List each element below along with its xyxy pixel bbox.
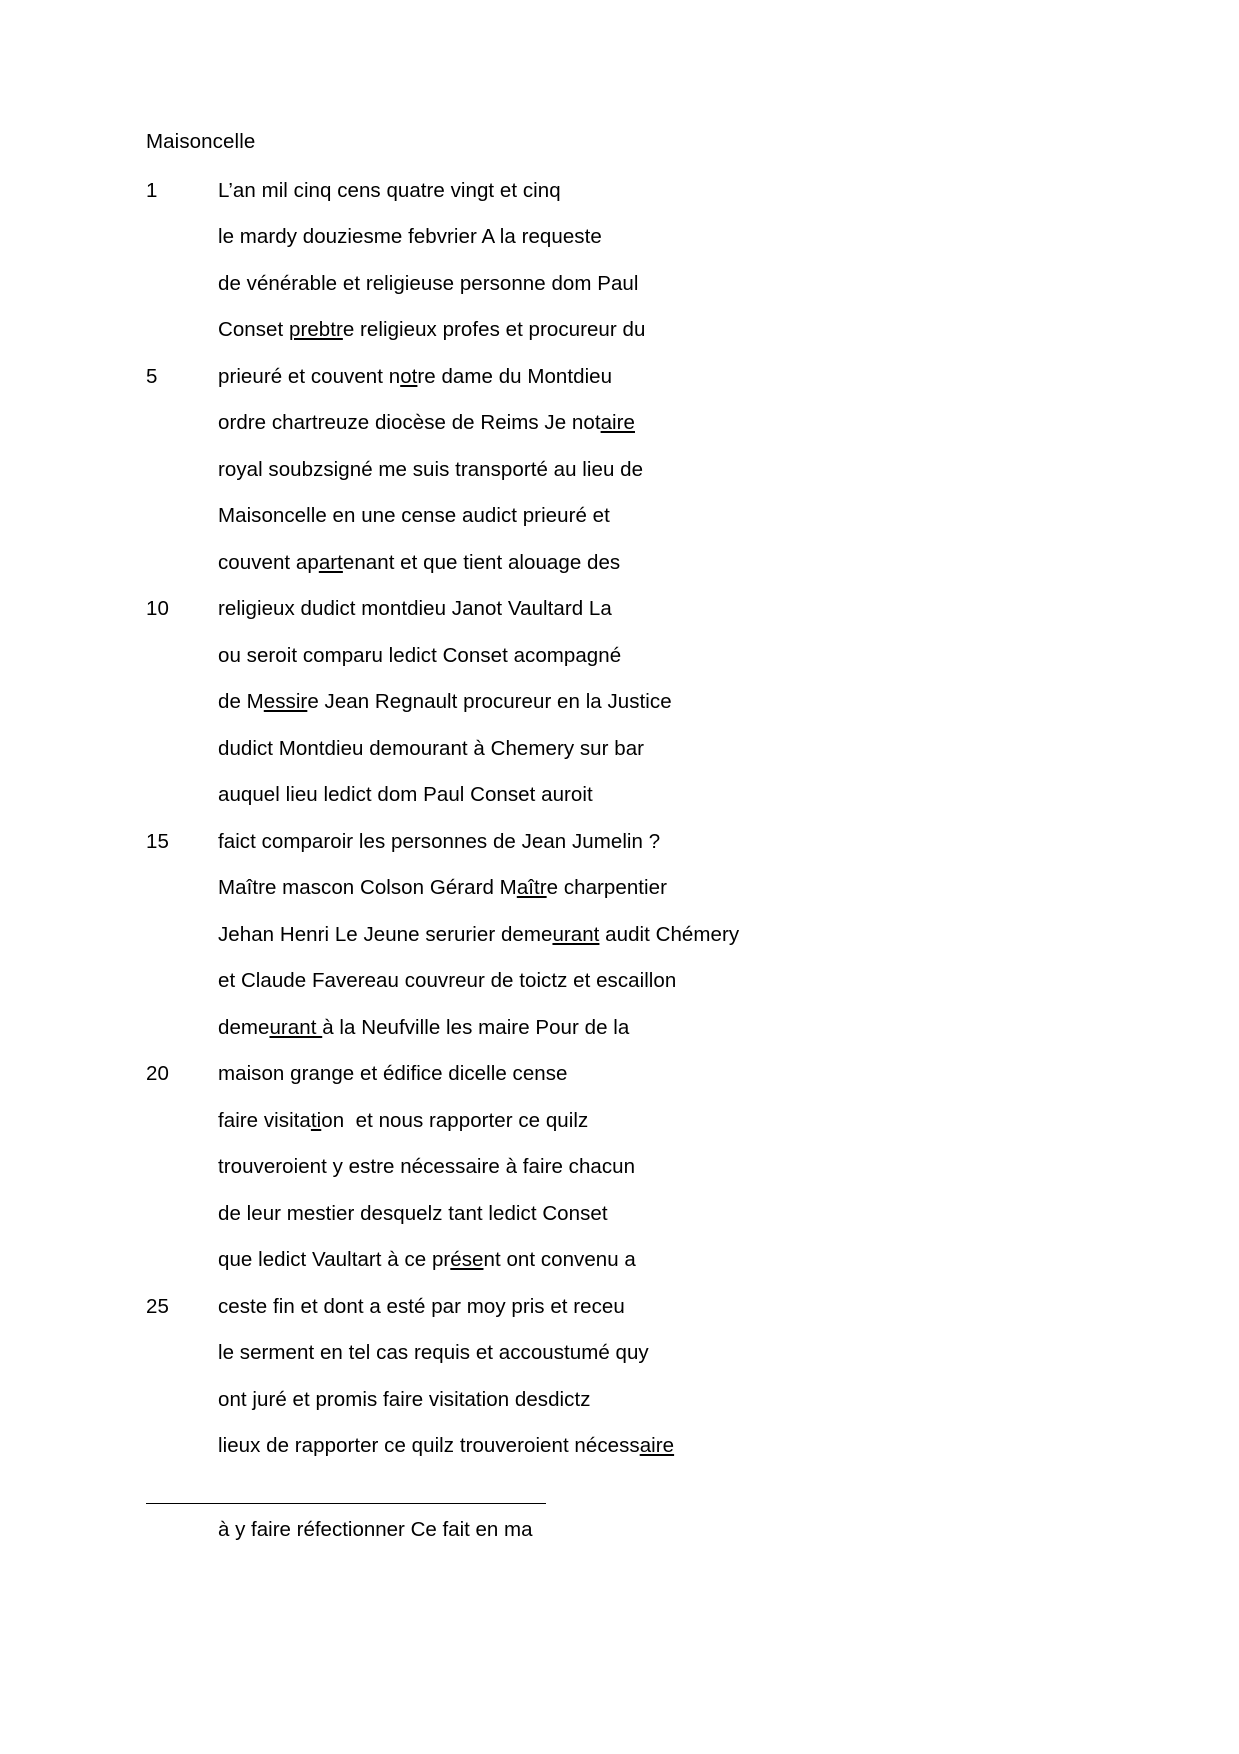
plain-text: que ledict Vaultart à ce pr	[218, 1248, 451, 1271]
underlined-text: aire	[639, 1434, 675, 1457]
plain-text: religieux dudict montdieu Janot Vaultard La	[218, 597, 612, 620]
plain-text: ordre chartreuze diocèse de Reims Je not	[218, 411, 601, 434]
line-text	[218, 458, 1099, 482]
plain-text: Jehan Henri Le Jeune serurier deme	[218, 922, 553, 946]
line-text	[218, 1016, 1099, 1040]
line-text	[218, 969, 1099, 993]
plain-text: audit Chémery	[599, 922, 740, 946]
plain-text: de vénérable et religieuse personne dom Paul	[218, 271, 639, 295]
line-text	[218, 225, 1099, 249]
transcription-line	[146, 690, 1099, 737]
line-text	[218, 690, 1099, 714]
line-text	[218, 923, 1099, 947]
plain-text: enant et que tient alouage des	[342, 550, 621, 574]
line-text	[218, 411, 1099, 435]
line-text	[218, 1295, 1099, 1319]
underlined-text: ti	[310, 1108, 322, 1132]
line-text	[218, 1155, 1099, 1179]
line-text	[218, 1341, 1099, 1365]
transcription-line	[146, 504, 1099, 551]
plain-text: couvent ap	[218, 550, 319, 574]
transcription-line	[146, 225, 1099, 272]
line-text	[218, 1202, 1099, 1226]
plain-text: deme	[218, 1015, 270, 1039]
plain-text: e Jean Regnault procureur en la Justice	[307, 690, 672, 713]
underlined-text: ot	[400, 364, 418, 388]
line-number: 20	[146, 1062, 169, 1085]
transcription-line	[146, 737, 1099, 784]
transcription-line	[146, 1248, 1099, 1295]
line-number: 15	[146, 829, 169, 853]
transcription-line	[146, 876, 1099, 923]
line-text	[218, 876, 1099, 900]
plain-text: le mardy douziesme febvrier A la requeste	[218, 225, 602, 248]
transcription-line	[146, 411, 1099, 458]
underlined-text: essir	[263, 690, 308, 713]
line-text	[218, 272, 1099, 296]
transcription-line	[146, 551, 1099, 598]
footer-line	[146, 1518, 1099, 1560]
underlined-text: urant	[269, 1015, 323, 1039]
line-text	[218, 318, 1099, 342]
plain-text: maison grange et édifice dicelle cense	[218, 1062, 568, 1085]
plain-text: Conset	[218, 318, 289, 341]
transcription-line	[146, 365, 1099, 412]
transcription-line	[146, 1016, 1099, 1063]
line-text	[218, 597, 1099, 621]
plain-text: et Claude Favereau couvreur de toictz et escaillon	[218, 969, 677, 992]
footer-line-text: à y faire réfectionner Ce fait en ma	[218, 1517, 533, 1541]
plain-text: on et nous rapporter ce quilz	[321, 1108, 589, 1132]
plain-text: à la Neufville les maire Pour de la	[322, 1015, 630, 1039]
transcription-lines	[146, 179, 1099, 1481]
plain-text: faire visita	[218, 1108, 311, 1132]
plain-text: royal soubzsigné me suis transporté au lieu de	[218, 457, 644, 481]
plain-text: ceste fin et dont a esté par moy pris et receu	[218, 1294, 625, 1318]
plain-text: faict comparoir les personnes de Jean Jumelin ?	[218, 829, 661, 853]
underlined-text: aîtr	[516, 876, 547, 899]
line-text	[218, 1109, 1099, 1133]
transcription-line	[146, 969, 1099, 1016]
plain-text: le serment en tel cas requis et accoustumé quy	[218, 1341, 649, 1364]
transcription-line	[146, 1341, 1099, 1388]
line-number: 5	[146, 364, 158, 388]
transcription-line	[146, 644, 1099, 691]
transcription-line	[146, 1202, 1099, 1249]
plain-text: Maisoncelle en une cense audict prieuré et	[218, 504, 610, 527]
line-text	[218, 830, 1099, 854]
line-text	[218, 737, 1099, 761]
line-text	[218, 504, 1099, 528]
transcription-line	[146, 1062, 1099, 1109]
transcription-line	[146, 1295, 1099, 1342]
transcription-line	[146, 923, 1099, 970]
transcription-line	[146, 1109, 1099, 1156]
page-title: Maisoncelle	[146, 130, 256, 153]
underlined-text: art	[318, 550, 343, 574]
underlined-text: ése	[450, 1248, 484, 1271]
line-text	[218, 644, 1099, 668]
line-text	[218, 1062, 1099, 1086]
line-text	[218, 783, 1099, 807]
line-number: 1	[146, 178, 158, 202]
plain-text: prieuré et couvent n	[218, 364, 401, 388]
underlined-text: urant	[552, 922, 600, 946]
horizontal-rule-container	[146, 1503, 1099, 1504]
plain-text: auquel lieu ledict dom Paul Conset auroit	[218, 783, 593, 806]
line-text	[218, 551, 1099, 575]
underlined-text: aire	[600, 411, 635, 434]
plain-text: de leur mestier desquelz tant ledict Conset	[218, 1201, 608, 1225]
plain-text: dudict Montdieu demourant à Chemery sur bar	[218, 736, 645, 760]
plain-text: ont juré et promis faire visitation desdictz	[218, 1387, 591, 1411]
plain-text: e religieux profes et procureur du	[342, 318, 646, 341]
transcription-line	[146, 1388, 1099, 1435]
plain-text: lieux de rapporter ce quilz trouveroient nécess	[218, 1434, 640, 1457]
transcription-line	[146, 179, 1099, 226]
line-text	[218, 1248, 1099, 1272]
underlined-text: prebtr	[289, 318, 343, 341]
plain-text: trouveroient y estre nécessaire à faire chacun	[218, 1155, 636, 1178]
line-number: 10	[146, 597, 169, 620]
line-text	[218, 1388, 1099, 1412]
plain-text: L’an mil cinq cens quatre vingt et cinq	[218, 178, 561, 202]
transcription-line	[146, 783, 1099, 830]
transcription-line	[146, 1155, 1099, 1202]
line-number: 25	[146, 1294, 169, 1318]
transcription-line	[146, 458, 1099, 505]
plain-text: de M	[218, 690, 264, 713]
plain-text: ou seroit comparu ledict Conset acompagné	[218, 643, 622, 667]
plain-text: re dame du Montdieu	[417, 364, 613, 388]
line-text	[218, 179, 1099, 203]
transcription-line	[146, 318, 1099, 365]
line-text	[218, 1434, 1099, 1458]
plain-text: nt ont convenu a	[483, 1248, 636, 1271]
horizontal-rule	[146, 1503, 546, 1504]
transcription-line	[146, 830, 1099, 877]
transcription-line	[146, 1434, 1099, 1481]
transcription-line	[146, 597, 1099, 644]
line-text	[218, 365, 1099, 389]
plain-text: Maître mascon Colson Gérard M	[218, 876, 517, 899]
transcription-line	[146, 272, 1099, 319]
plain-text: e charpentier	[546, 876, 667, 899]
